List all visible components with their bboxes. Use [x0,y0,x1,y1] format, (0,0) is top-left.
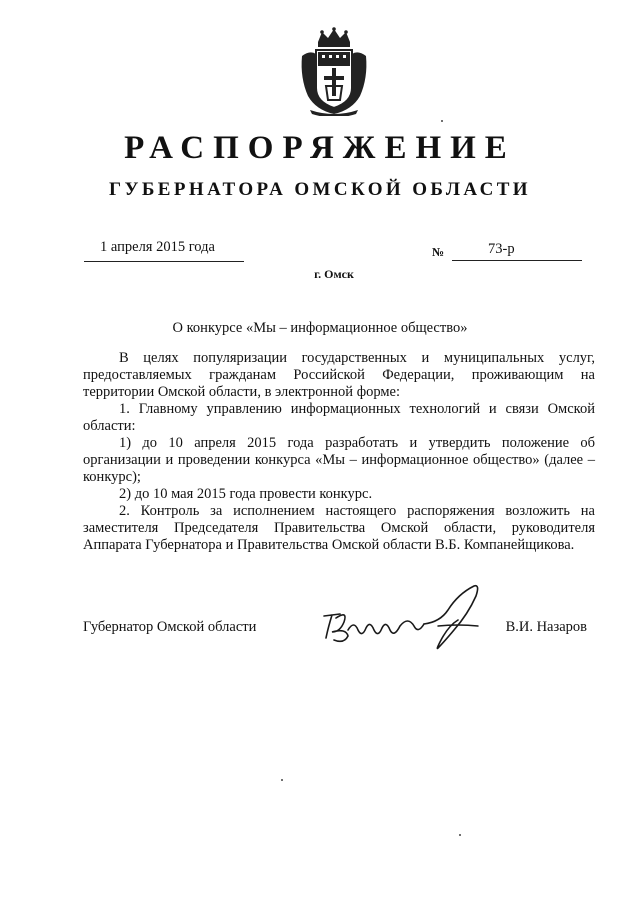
scan-speck [459,834,461,836]
scan-speck [441,120,443,122]
signatory-name: В.И. Назаров [505,619,587,635]
document-date-field [84,237,244,262]
city-label: г. Омск [314,267,354,281]
signatory-position: Губернатор Омской области [83,619,257,635]
scan-speck [281,779,283,781]
document-date: 1 апреля 2015 года [100,239,215,255]
document-number: 73-р [488,241,515,257]
number-sign: № [432,245,445,259]
issuer-subtitle: ГУБЕРНАТОРА ОМСКОЙ ОБЛАСТИ [109,179,531,200]
coat-of-arms-icon [296,26,372,116]
document-subject: О конкурсе «Мы – информационное общество» [172,320,468,336]
body-paragraph-item-1: 1. Главному управлению информационных технологий и связи Омской области: [83,401,595,434]
document-number-field [452,240,582,261]
body-paragraph-item-2: 2. Контроль за исполнением настоящего распоряжения возложить на заместителя Председателя Правительства Омской области, руководителя Аппарата Губернатора и Правительства Омской области В.Б. Компанейщикова. [83,503,595,553]
body-paragraph-item-1-1: 1) до 10 апреля 2015 года разработать и утвердить положение об организации и проведении конкурса «Мы – информационное общество» (далее – конкурс); [83,435,595,485]
body-paragraph-item-1-2: 2) до 10 мая 2015 года провести конкурс. [119,486,373,502]
document-body [83,350,595,554]
signature-block [83,616,595,638]
document-type-title: РАСПОРЯЖЕНИЕ [124,130,516,166]
body-paragraph-intro: В целях популяризации государственных и муниципальных услуг, предоставляемых гражданам Российской Федерации, проживающим на территории Омской области, в электронной форме: [83,350,595,400]
